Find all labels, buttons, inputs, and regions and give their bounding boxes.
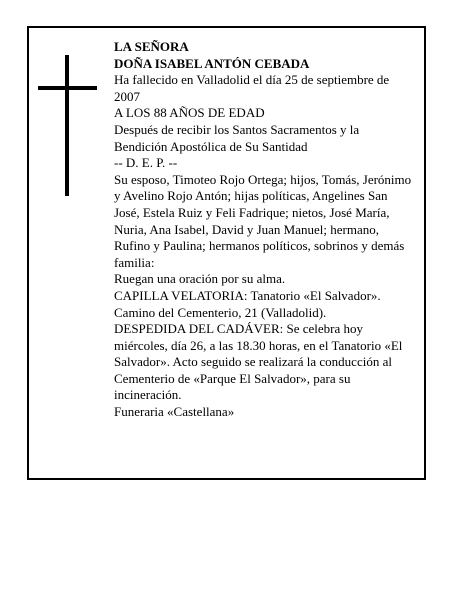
family-line: Su esposo, Timoteo Rojo Ortega; hijos, Tomás, Jerónimo y Avelino Rojo Antón; hijas políticas, Angelines San José, Estela Ruiz y Feli Fadrique; nietos, José María, Nuria, Ana Isabel, David y Juan Manuel; hermano, Rufino y Paulina; hermanos políticos, sobrinos y demás familia:	[114, 171, 412, 270]
farewell-line: DESPEDIDA DEL CADÁVER: Se celebra hoy miércoles, día 26, a las 18.30 horas, en el Tanatorio «El Salvador». Acto seguido se realizará la conducción al Cementerio de «Parque El Salvador», para su incineración.	[114, 321, 403, 403]
title-line: LA SEÑORA	[114, 39, 189, 54]
obituary-text	[114, 39, 414, 421]
cross-vertical-bar	[65, 55, 69, 196]
deceased-name: DOÑA ISABEL ANTÓN CEBADA	[114, 55, 310, 71]
dep-line: -- D. E. P. --	[114, 155, 178, 171]
chapel-line: CAPILLA VELATORIA: Tanatorio «El Salvador». Camino del Cementerio, 21 (Valladolid).	[114, 287, 381, 320]
death-line: Ha fallecido en Valladolid el día 25 de septiembre de 2007	[114, 72, 390, 104]
age-line: A LOS 88 AÑOS DE EDAD	[114, 105, 265, 121]
funeral-home-line: Funeraria «Castellana»	[114, 404, 235, 420]
cross-horizontal-bar	[38, 86, 97, 90]
sacraments-line: Después de recibir los Santos Sacramentos y la Bendición Apostólica de Su Santidad	[114, 121, 360, 154]
prayer-line: Ruegan una oración por su alma.	[114, 271, 286, 287]
